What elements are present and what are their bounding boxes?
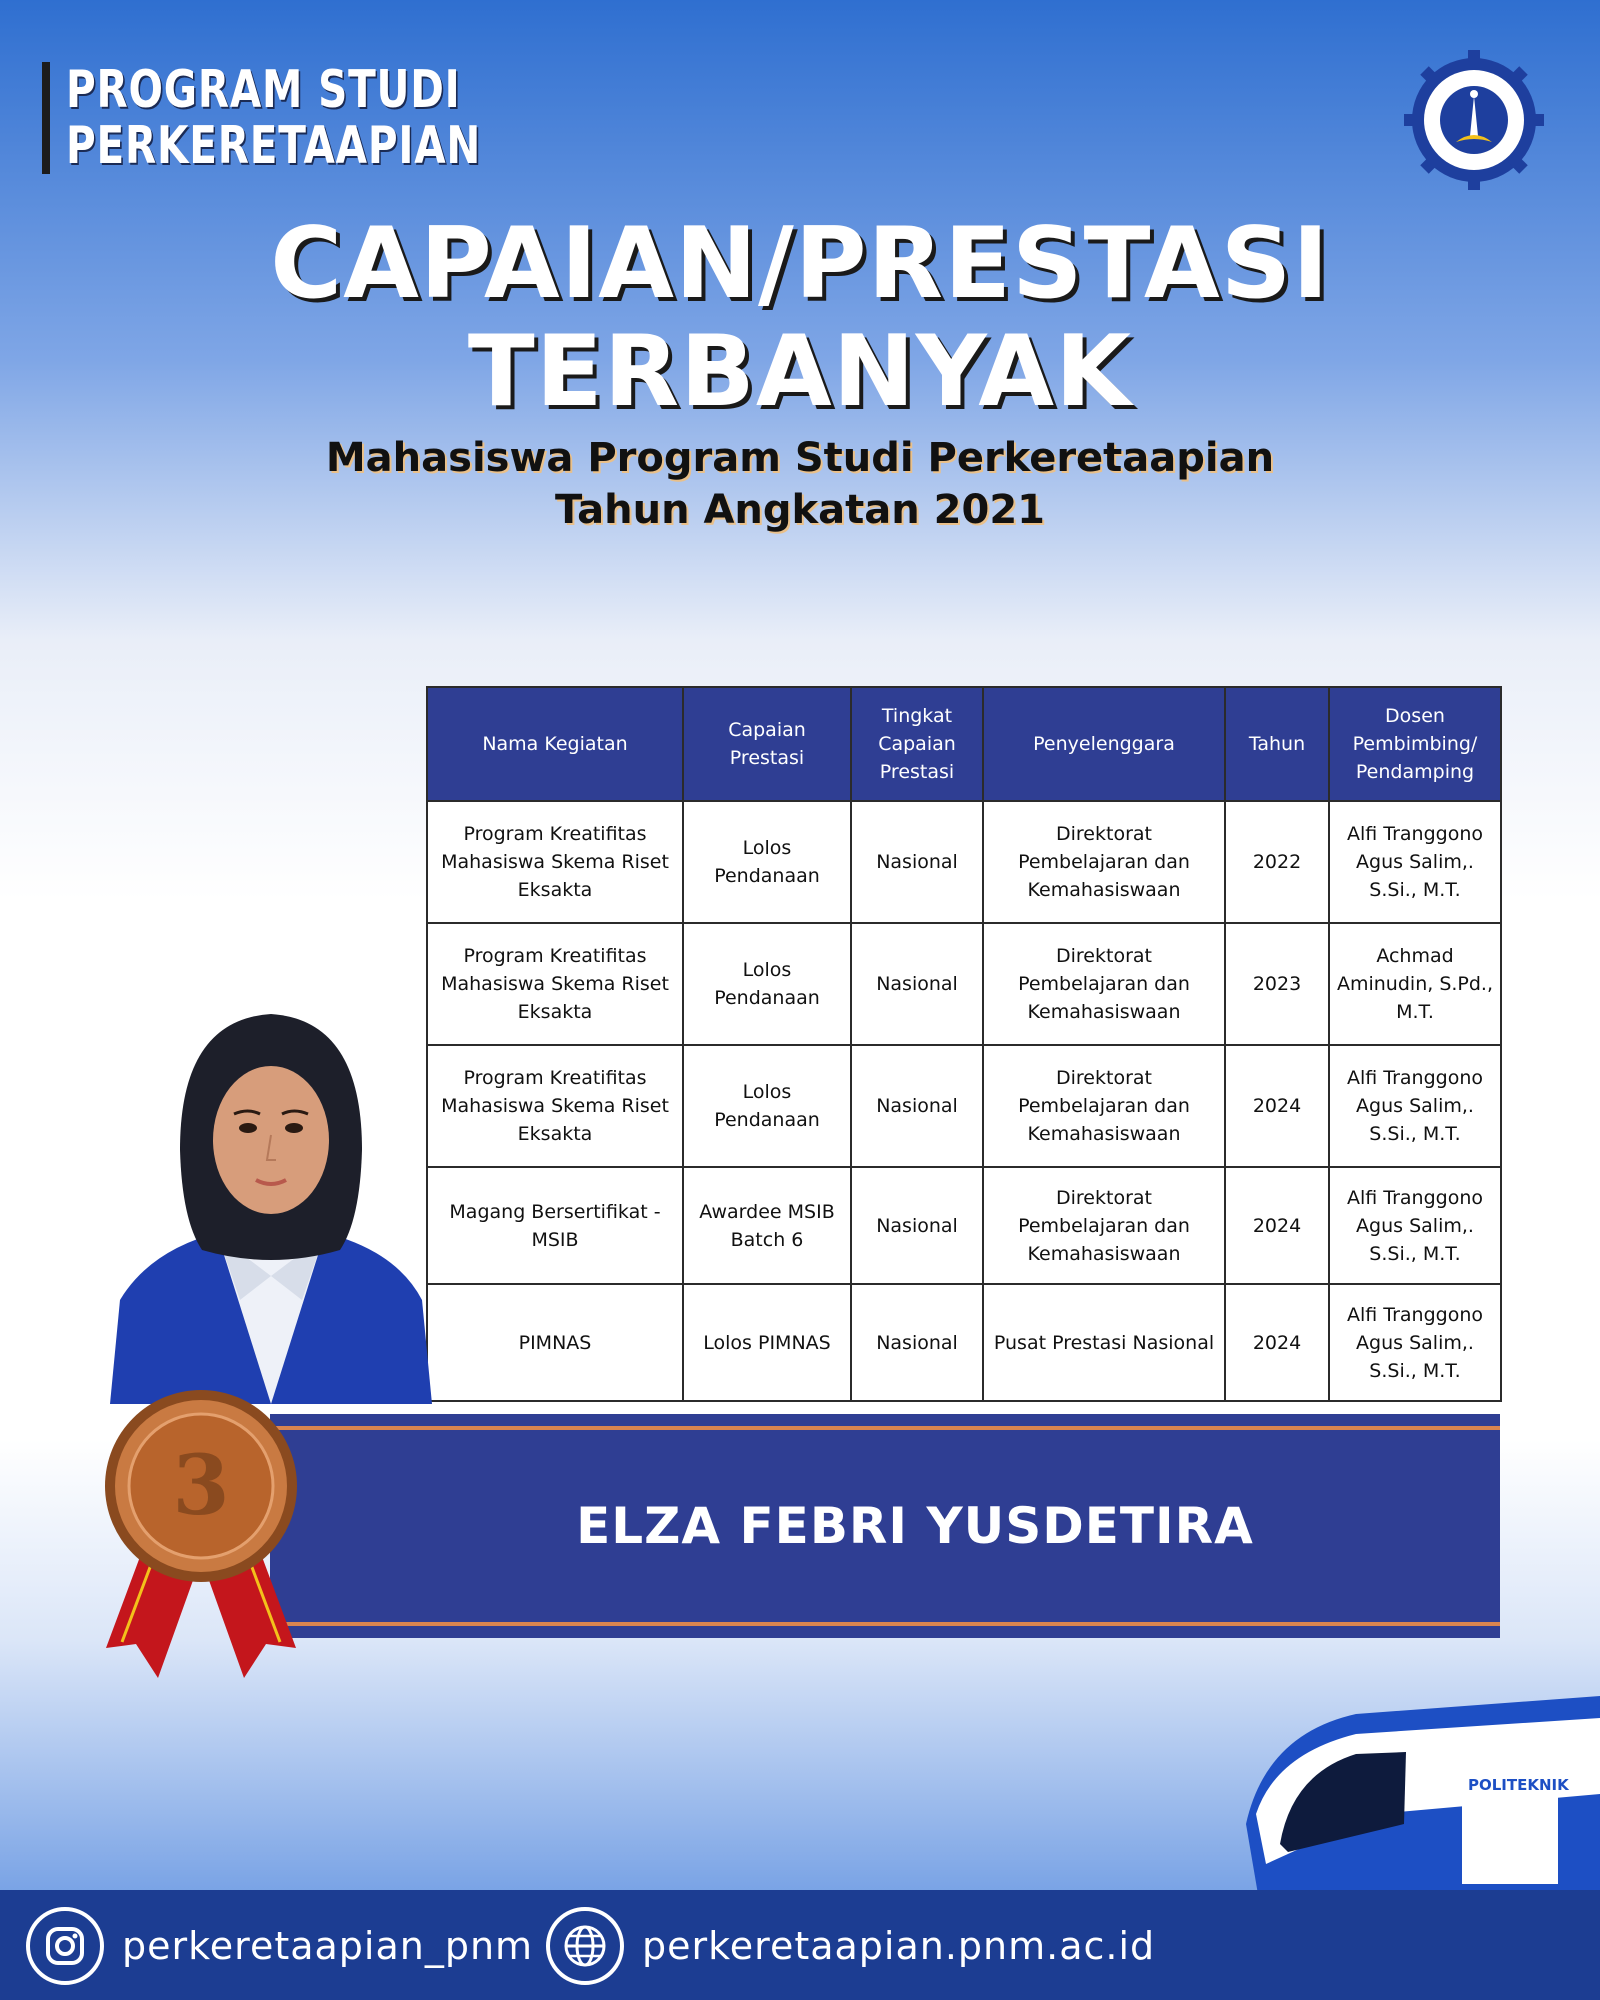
header-tahun: Tahun bbox=[1225, 687, 1329, 801]
brand-line-2: PERKERETAAPIAN bbox=[66, 116, 482, 176]
table-cell: Nasional bbox=[851, 1284, 983, 1401]
table-cell: Program Kreatifitas Mahasiswa Skema Riset Eksakta bbox=[427, 801, 683, 923]
table-cell: Awardee MSIB Batch 6 bbox=[683, 1167, 851, 1284]
student-name: ELZA FEBRI YUSDETIRA bbox=[576, 1497, 1254, 1555]
student-portrait bbox=[110, 1000, 432, 1404]
brand-line-1: PROGRAM STUDI bbox=[66, 60, 461, 120]
header-dosen-pembimbing: Dosen Pembimbing/ Pendamping bbox=[1329, 687, 1501, 801]
table-cell: 2022 bbox=[1225, 801, 1329, 923]
student-name-banner bbox=[270, 1414, 1500, 1638]
politeknik-logo bbox=[1404, 50, 1544, 190]
table-cell: PIMNAS bbox=[427, 1284, 683, 1401]
bronze-medal-icon bbox=[96, 1386, 306, 1696]
subtitle bbox=[0, 432, 1600, 536]
headline-line-2: TERBANYAK bbox=[467, 315, 1133, 429]
table-cell: Lolos PIMNAS bbox=[683, 1284, 851, 1401]
table-cell: Nasional bbox=[851, 923, 983, 1045]
table-cell: Lolos Pendanaan bbox=[683, 1045, 851, 1167]
table-cell: Alfi Tranggono Agus Salim,. S.Si., M.T. bbox=[1329, 801, 1501, 923]
table-row bbox=[427, 1284, 1501, 1401]
achievements-table bbox=[426, 686, 1502, 1402]
header-nama-kegiatan: Nama Kegiatan bbox=[427, 687, 683, 801]
table-cell: Achmad Aminudin, S.Pd., M.T. bbox=[1329, 923, 1501, 1045]
instagram-link[interactable] bbox=[26, 1906, 533, 1986]
headline bbox=[0, 207, 1600, 429]
table-cell: Nasional bbox=[851, 1045, 983, 1167]
table-cell: Nasional bbox=[851, 1167, 983, 1284]
table-header-row bbox=[427, 687, 1501, 801]
header-penyelenggara: Penyelenggara bbox=[983, 687, 1225, 801]
footer bbox=[0, 1890, 1600, 2000]
table-cell: Direktorat Pembelajaran dan Kemahasiswaan bbox=[983, 1045, 1225, 1167]
table-row bbox=[427, 1045, 1501, 1167]
table-cell: Alfi Tranggono Agus Salim,. S.Si., M.T. bbox=[1329, 1167, 1501, 1284]
program-brand bbox=[42, 62, 598, 174]
table-cell: Lolos Pendanaan bbox=[683, 801, 851, 923]
table-cell: Alfi Tranggono Agus Salim,. S.Si., M.T. bbox=[1329, 1045, 1501, 1167]
subtitle-line-1: Mahasiswa Program Studi Perkeretaapian bbox=[325, 435, 1275, 481]
subtitle-line-2: Tahun Angkatan 2021 bbox=[555, 487, 1045, 533]
instagram-icon bbox=[26, 1907, 104, 1985]
table-cell: 2024 bbox=[1225, 1045, 1329, 1167]
medal-rank: 3 bbox=[172, 1438, 230, 1534]
table-cell: Magang Bersertifikat - MSIB bbox=[427, 1167, 683, 1284]
table-cell: Alfi Tranggono Agus Salim,. S.Si., M.T. bbox=[1329, 1284, 1501, 1401]
table-row bbox=[427, 1167, 1501, 1284]
table-cell: Direktorat Pembelajaran dan Kemahasiswaan bbox=[983, 923, 1225, 1045]
table-cell: 2024 bbox=[1225, 1167, 1329, 1284]
table-row bbox=[427, 923, 1501, 1045]
table-cell: 2023 bbox=[1225, 923, 1329, 1045]
table-cell: Lolos Pendanaan bbox=[683, 923, 851, 1045]
table-cell: Direktorat Pembelajaran dan Kemahasiswaan bbox=[983, 1167, 1225, 1284]
website-link[interactable] bbox=[546, 1906, 1155, 1986]
table-cell: Nasional bbox=[851, 801, 983, 923]
table-cell: 2024 bbox=[1225, 1284, 1329, 1401]
table-cell: Pusat Prestasi Nasional bbox=[983, 1284, 1225, 1401]
header-capaian-prestasi: Capaian Prestasi bbox=[683, 687, 851, 801]
globe-icon bbox=[546, 1907, 624, 1985]
table-cell: Program Kreatifitas Mahasiswa Skema Riset Eksakta bbox=[427, 923, 683, 1045]
table-cell: Direktorat Pembelajaran dan Kemahasiswaan bbox=[983, 801, 1225, 923]
instagram-handle: perkeretaapian_pnm bbox=[122, 1924, 534, 1968]
train-label: POLITEKNIK bbox=[1468, 1776, 1569, 1794]
headline-line-1: CAPAIAN/PRESTASI bbox=[270, 207, 1330, 321]
table-cell: Program Kreatifitas Mahasiswa Skema Riset Eksakta bbox=[427, 1045, 683, 1167]
website-url: perkeretaapian.pnm.ac.id bbox=[642, 1924, 1156, 1968]
table-row bbox=[427, 801, 1501, 923]
header-tingkat-capaian: Tingkat Capaian Prestasi bbox=[851, 687, 983, 801]
